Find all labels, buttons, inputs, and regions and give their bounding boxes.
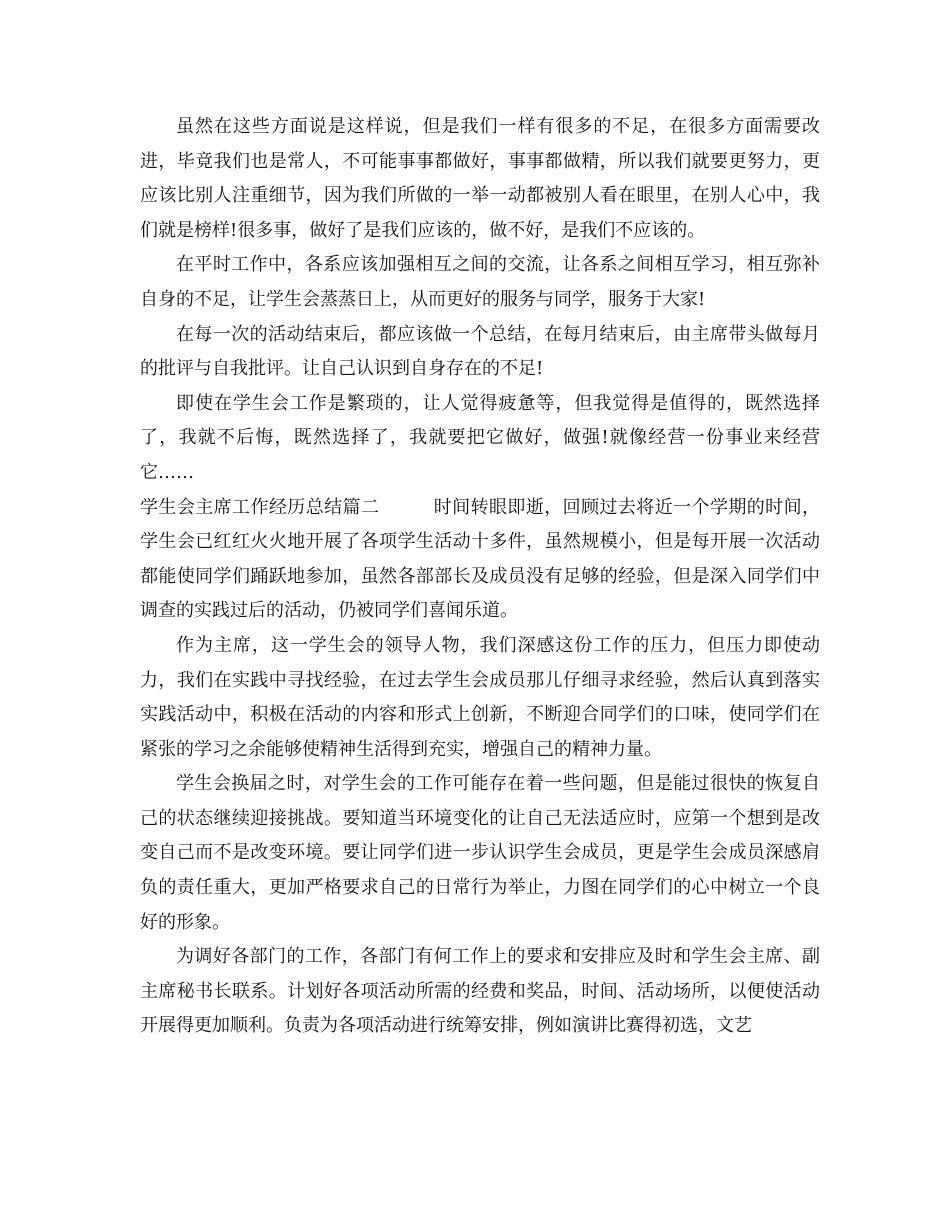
- section-heading: 学生会主席工作经历总结篇二: [140, 496, 380, 518]
- paragraph-7: 学生会换届之时，对学生会的工作可能存在着一些问题，但是能过很快的恢复自己的状态继续迎接挑战。要知道当环境变化的让自己无法适应时，应第一个想到是改变自己而不是改变环境。要让同学们进一步认识学生会成员，更是学生会成员深感肩负的责任重大，更加严格要求自己的日常行为举止，力图在同学们的心中树立一个良好的形象。: [140, 773, 820, 933]
- paragraph-1: 虽然在这些方面说是这样说，但是我们一样有很多的不足，在很多方面需要改进，毕竟我们也是常人，不可能事事都做好，事事都做精，所以我们就要更努力，更应该比别人注重细节，因为我们所做的一举一动都被别人看在眼里，在别人心中，我们就是榜样!很多事，做好了是我们应该的，做不好，是我们不应该的。: [140, 116, 820, 241]
- section-intro-paragraph: [140, 491, 820, 629]
- paragraph-2: 在平时工作中，各系应该加强相互之间的交流，让各系之间相互学习，相互弥补自身的不足，让学生会蒸蒸日上，从而更好的服务与同学，服务于大家!: [140, 254, 820, 310]
- paragraph-6: 作为主席，这一学生会的领导人物，我们深感这份工作的压力，但压力即使动力，我们在实践中寻找经验，在过去学生会成员那儿仔细寻求经验，然后认真到落实实践活动中，积极在活动的内容和形式上创新，不断迎合同学们的口味，使同学们在紧张的学习之余能够使精神生活得到充实，增强自己的精神力量。: [140, 634, 820, 760]
- document-page: [140, 110, 820, 1044]
- paragraph-8: 为调好各部门的工作，各部门有何工作上的要求和安排应及时和学生会主席、副主席秘书长联系。计划好各项活动所需的经费和奖品，时间、活动场所，以便使活动开展得更加顺利。负责为各项活动进行统筹安排，例如演讲比赛得初选，文艺: [140, 946, 820, 1037]
- section-first-paragraph: 时间转眼即逝，回顾过去将近一个学期的时间，学生会已红红火火地开展了各项学生活动十多件，虽然规模小，但是每开展一次活动都能使同学们踊跃地参加，虽然各部部长及成员没有足够的经验，但是深入同学们中调查的实践过后的活动，仍被同学们喜闻乐道。: [140, 496, 821, 622]
- paragraph-4: 即使在学生会工作是繁琐的，让人觉得疲惫等，但我觉得是值得的，既然选择了，我就不后悔，既然选择了，我就要把它做好，做强!就像经营一份事业来经营它……: [140, 392, 820, 483]
- paragraph-3: 在每一次的活动结束后，都应该做一个总结，在每月结束后，由主席带头做每月的批评与自我批评。让自己认识到自身存在的不足!: [140, 323, 820, 380]
